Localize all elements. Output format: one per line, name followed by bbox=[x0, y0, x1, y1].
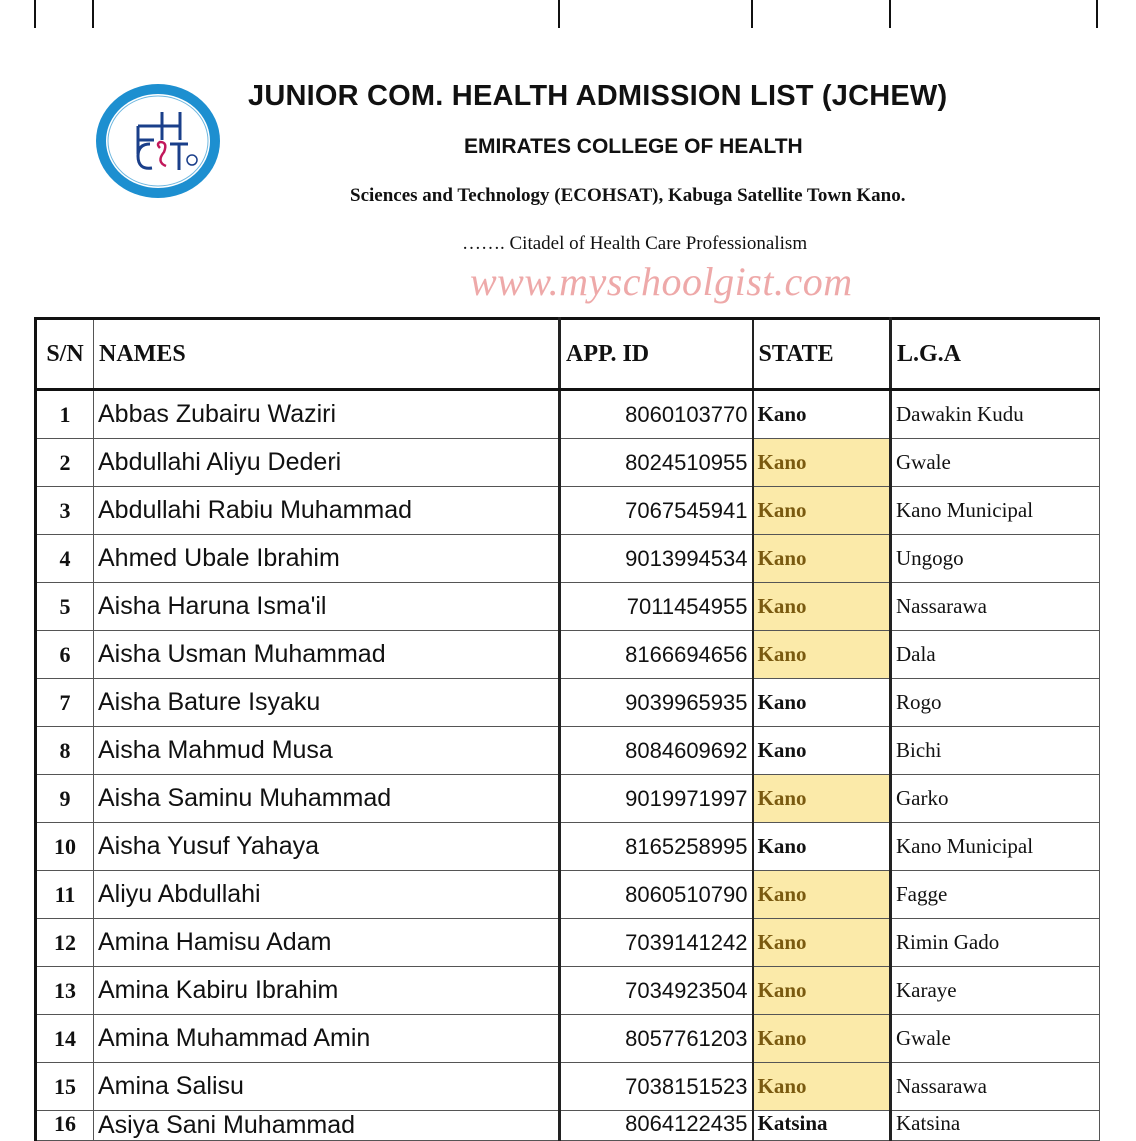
cell-lga: Kano Municipal bbox=[891, 487, 1100, 535]
cell-sn: 6 bbox=[36, 631, 94, 679]
cell-name: Aisha Mahmud Musa bbox=[94, 727, 560, 775]
cell-app-id: 7011454955 bbox=[560, 583, 753, 631]
institution-motto: ……. Citadel of Health Care Professionalism bbox=[462, 233, 808, 254]
cell-state: Kano bbox=[753, 775, 891, 823]
cell-name: Ahmed Ubale Ibrahim bbox=[94, 535, 560, 583]
cell-name: Aisha Yusuf Yahaya bbox=[94, 823, 560, 871]
cell-lga: Dawakin Kudu bbox=[891, 390, 1100, 439]
cell-sn: 12 bbox=[36, 919, 94, 967]
table-row bbox=[36, 535, 1100, 583]
cell-lga: Gwale bbox=[891, 439, 1100, 487]
table-row bbox=[36, 439, 1100, 487]
cell-lga: Karaye bbox=[891, 967, 1100, 1015]
cell-lga: Kano Municipal bbox=[891, 823, 1100, 871]
cell-sn: 1 bbox=[36, 390, 94, 439]
cell-app-id: 7038151523 bbox=[560, 1063, 753, 1111]
cell-sn: 16 bbox=[36, 1111, 94, 1141]
cell-state: Kano bbox=[753, 1063, 891, 1111]
cell-state: Kano bbox=[753, 535, 891, 583]
cell-lga: Rogo bbox=[891, 679, 1100, 727]
table-row bbox=[36, 775, 1100, 823]
cell-sn: 14 bbox=[36, 1015, 94, 1063]
cell-app-id: 7067545941 bbox=[560, 487, 753, 535]
cell-state: Kano bbox=[753, 919, 891, 967]
cell-name: Aisha Usman Muhammad bbox=[94, 631, 560, 679]
cell-app-id: 8165258995 bbox=[560, 823, 753, 871]
cell-app-id: 7039141242 bbox=[560, 919, 753, 967]
table-row bbox=[36, 871, 1100, 919]
cell-app-id: 8084609692 bbox=[560, 727, 753, 775]
cell-name: Abdullahi Aliyu Dederi bbox=[94, 439, 560, 487]
table-row bbox=[36, 583, 1100, 631]
cell-name: Aisha Saminu Muhammad bbox=[94, 775, 560, 823]
admission-table bbox=[34, 317, 1100, 1141]
cell-app-id: 8060103770 bbox=[560, 390, 753, 439]
cell-app-id: 9019971997 bbox=[560, 775, 753, 823]
cell-lga: Gwale bbox=[891, 1015, 1100, 1063]
table-row bbox=[36, 823, 1100, 871]
cell-sn: 15 bbox=[36, 1063, 94, 1111]
table-row bbox=[36, 727, 1100, 775]
cell-sn: 9 bbox=[36, 775, 94, 823]
cell-sn: 11 bbox=[36, 871, 94, 919]
cell-state: Kano bbox=[753, 439, 891, 487]
cell-state: Kano bbox=[753, 823, 891, 871]
cell-lga: Dala bbox=[891, 631, 1100, 679]
column-header-sn: S/N bbox=[36, 319, 94, 390]
cell-name: Amina Salisu bbox=[94, 1063, 560, 1111]
cell-name: Aisha Bature Isyaku bbox=[94, 679, 560, 727]
cell-app-id: 7034923504 bbox=[560, 967, 753, 1015]
cell-sn: 5 bbox=[36, 583, 94, 631]
cell-name: Aisha Haruna Isma'il bbox=[94, 583, 560, 631]
cell-name: Amina Muhammad Amin bbox=[94, 1015, 560, 1063]
cell-app-id: 8057761203 bbox=[560, 1015, 753, 1063]
cell-lga: Rimin Gado bbox=[891, 919, 1100, 967]
cell-sn: 4 bbox=[36, 535, 94, 583]
cell-lga: Fagge bbox=[891, 871, 1100, 919]
institution-address: Sciences and Technology (ECOHSAT), Kabuga Satellite Town Kano. bbox=[350, 185, 906, 206]
cell-sn: 10 bbox=[36, 823, 94, 871]
college-logo bbox=[94, 82, 222, 200]
cell-state: Kano bbox=[753, 727, 891, 775]
cell-sn: 3 bbox=[36, 487, 94, 535]
column-header-names: NAMES bbox=[94, 319, 560, 390]
cell-app-id: 8060510790 bbox=[560, 871, 753, 919]
cell-app-id: 9013994534 bbox=[560, 535, 753, 583]
previous-page-table-edge bbox=[0, 0, 1136, 28]
cell-app-id: 8166694656 bbox=[560, 631, 753, 679]
cell-sn: 13 bbox=[36, 967, 94, 1015]
cell-lga: Ungogo bbox=[891, 535, 1100, 583]
cell-lga: Garko bbox=[891, 775, 1100, 823]
cell-lga: Bichi bbox=[891, 727, 1100, 775]
cell-state: Kano bbox=[753, 487, 891, 535]
cell-lga: Katsina bbox=[891, 1111, 1100, 1141]
table-row bbox=[36, 1111, 1100, 1141]
table-row bbox=[36, 1063, 1100, 1111]
cell-sn: 2 bbox=[36, 439, 94, 487]
cell-state: Kano bbox=[753, 871, 891, 919]
cell-name: Amina Hamisu Adam bbox=[94, 919, 560, 967]
cell-lga: Nassarawa bbox=[891, 583, 1100, 631]
cell-app-id: 8064122435 bbox=[560, 1111, 753, 1141]
table-row bbox=[36, 631, 1100, 679]
table-row bbox=[36, 967, 1100, 1015]
column-header-app-id: APP. ID bbox=[560, 319, 753, 390]
table-header-row bbox=[36, 319, 1100, 390]
cell-state: Kano bbox=[753, 631, 891, 679]
institution-name: EMIRATES COLLEGE OF HEALTH bbox=[464, 135, 803, 158]
cell-lga: Nassarawa bbox=[891, 1063, 1100, 1111]
cell-name: Asiya Sani Muhammad bbox=[94, 1111, 560, 1141]
cell-name: Abdullahi Rabiu Muhammad bbox=[94, 487, 560, 535]
watermark-text: www.myschoolgist.com bbox=[470, 259, 853, 304]
cell-sn: 7 bbox=[36, 679, 94, 727]
cell-state: Kano bbox=[753, 1015, 891, 1063]
table-row bbox=[36, 1015, 1100, 1063]
table-row bbox=[36, 390, 1100, 439]
cell-state: Kano bbox=[753, 967, 891, 1015]
column-header-lga: L.G.A bbox=[891, 319, 1100, 390]
cell-name: Amina Kabiru Ibrahim bbox=[94, 967, 560, 1015]
table-row bbox=[36, 487, 1100, 535]
cell-sn: 8 bbox=[36, 727, 94, 775]
column-header-state: STATE bbox=[753, 319, 891, 390]
cell-app-id: 8024510955 bbox=[560, 439, 753, 487]
table-row bbox=[36, 679, 1100, 727]
cell-state: Katsina bbox=[753, 1111, 891, 1141]
cell-state: Kano bbox=[753, 390, 891, 439]
cell-name: Abbas Zubairu Waziri bbox=[94, 390, 560, 439]
cell-name: Aliyu Abdullahi bbox=[94, 871, 560, 919]
table-row bbox=[36, 919, 1100, 967]
page-title: JUNIOR COM. HEALTH ADMISSION LIST (JCHEW) bbox=[248, 80, 948, 112]
cell-state: Kano bbox=[753, 583, 891, 631]
cell-app-id: 9039965935 bbox=[560, 679, 753, 727]
cell-state: Kano bbox=[753, 679, 891, 727]
